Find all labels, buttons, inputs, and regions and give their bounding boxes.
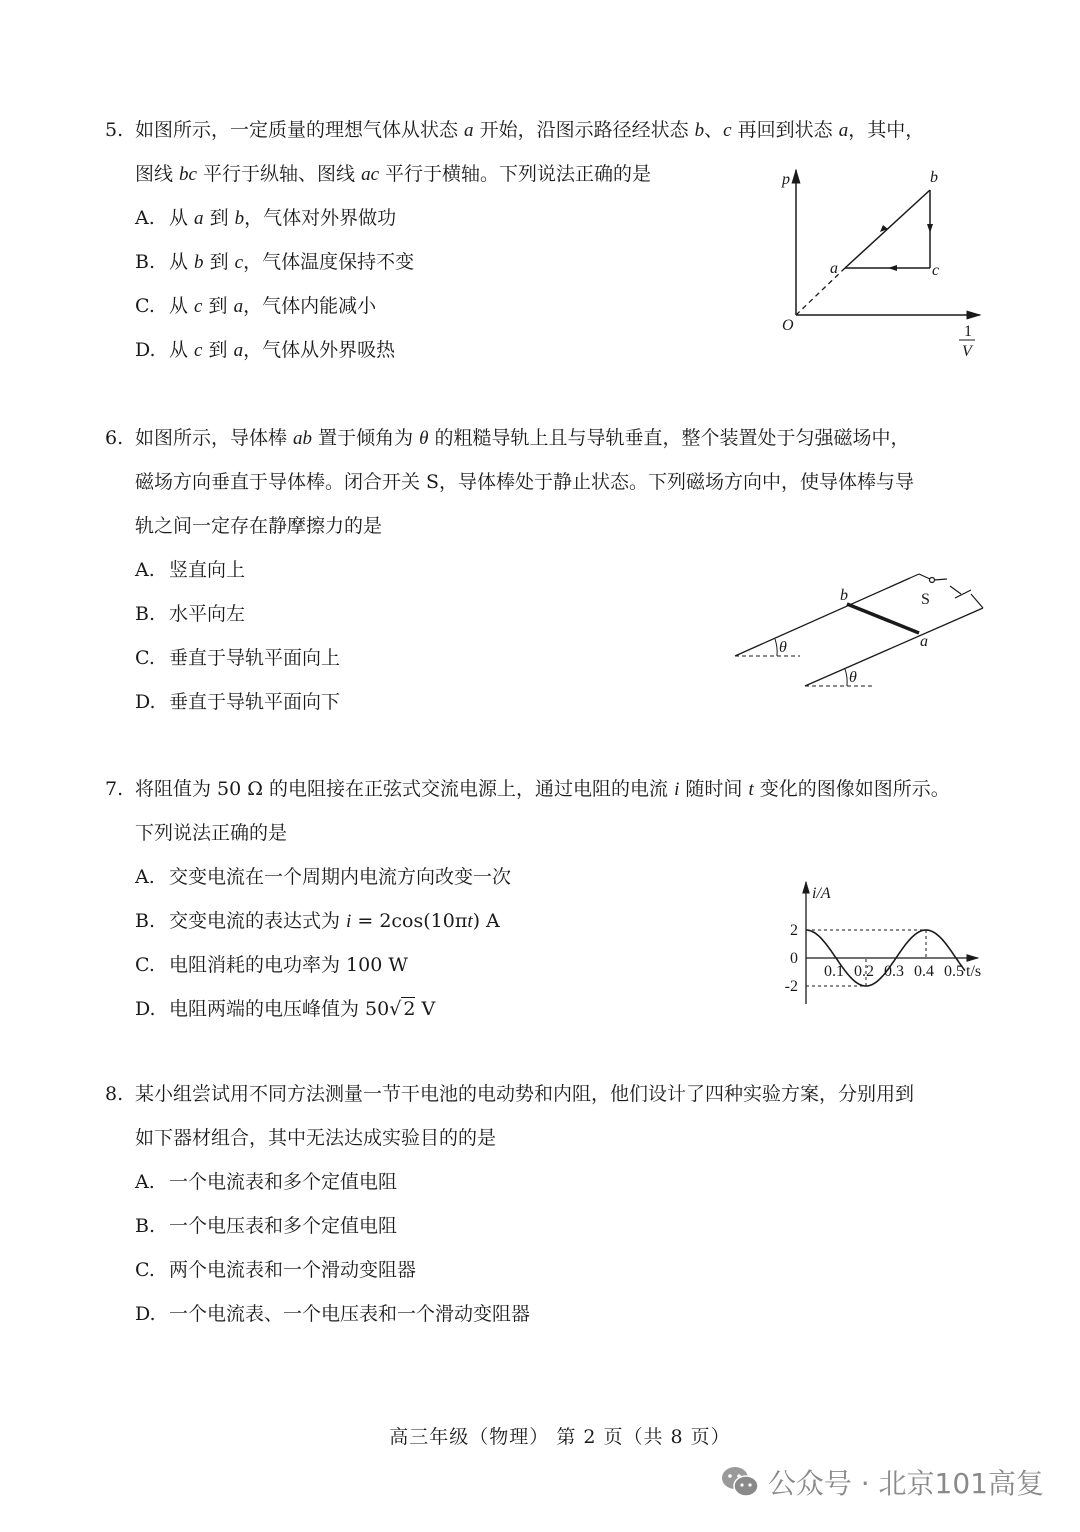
- point-b: b: [840, 587, 848, 604]
- option-a[interactable]: A. 竖直向上: [135, 559, 246, 581]
- angle-upper: θ: [779, 639, 787, 656]
- question-stem-line: 如图所示，导体棒 ab 置于倾角为 θ 的粗糙导轨上且与导轨垂直，整个装置处于匀强磁场中，: [135, 427, 910, 449]
- option-b[interactable]: B. 一个电压表和多个定值电阻: [135, 1215, 398, 1237]
- origin-label: O: [782, 317, 794, 334]
- rail-lower: [805, 608, 983, 686]
- switch-s: [919, 574, 930, 579]
- wechat-icon: [720, 1465, 760, 1499]
- battery-plate: [950, 586, 961, 594]
- question-stem-line: 下列说法正确的是: [135, 822, 288, 844]
- question-number: 5.: [105, 119, 124, 141]
- x-tick-label: 0.4: [914, 963, 934, 980]
- y-tick-label: 2: [790, 922, 798, 939]
- question-stem-line: 将阻值为 50 Ω 的电阻接在正弦式交流电源上，通过电阻的电流 i 随时间 t 变化的图像如图所示。: [135, 778, 950, 800]
- question-number: 8.: [105, 1083, 124, 1105]
- x-axis-label-num: 1: [964, 323, 972, 340]
- x-tick-label: 0.3: [884, 963, 904, 980]
- option-d[interactable]: D. 一个电流表、一个电压表和一个滑动变阻器: [135, 1303, 531, 1325]
- switch-pivot: [930, 578, 935, 583]
- angle-lower: θ: [849, 669, 857, 686]
- question-8: [105, 1072, 1005, 1342]
- point-c: c: [932, 262, 940, 279]
- x-tick-label: 0.1: [824, 963, 844, 980]
- y-axis-label: i/A: [812, 885, 831, 902]
- current-time-chart: [770, 876, 995, 1006]
- option-b[interactable]: B. 水平向左: [135, 603, 246, 625]
- watermark-text: 公众号 · 北京101高复: [767, 1467, 1044, 1500]
- x-tick-label: 0.2: [854, 963, 874, 980]
- point-b: b: [930, 169, 938, 186]
- option-a[interactable]: A. 从 a 到 b，气体对外界做功: [135, 207, 397, 229]
- x-tick-label: 0.5: [944, 963, 964, 980]
- option-d[interactable]: D. 从 c 到 a，气体从外界吸热: [135, 339, 396, 361]
- question-stem-line: 轨之间一定存在静摩擦力的是: [135, 515, 383, 537]
- x-axis-label: t/s: [966, 963, 982, 980]
- option-a[interactable]: A. 一个电流表和多个定值电阻: [135, 1171, 398, 1193]
- question-stem-line: 如图所示，一定质量的理想气体从状态 a 开始，沿图示路径经状态 b、c 再回到状态 a，其中，: [135, 119, 925, 141]
- option-b[interactable]: B. 从 b 到 c，气体温度保持不变: [135, 251, 415, 273]
- option-c[interactable]: C. 两个电流表和一个滑动变阻器: [135, 1259, 417, 1281]
- question-stem-line: 某小组尝试用不同方法测量一节干电池的电动势和内阻，他们设计了四种实验方案，分别用到: [135, 1083, 915, 1105]
- y-tick-label: 0: [790, 950, 798, 967]
- option-d[interactable]: D. 电阻两端的电压峰值为 50√ 2 V: [135, 998, 436, 1020]
- option-c[interactable]: C. 垂直于导轨平面向上: [135, 647, 341, 669]
- question-number: 7.: [105, 778, 124, 800]
- option-c[interactable]: C. 从 c 到 a，气体内能减小: [135, 295, 377, 317]
- question-stem-line: 图线 bc 平行于纵轴、图线 ac 平行于横轴。下列说法正确的是: [135, 163, 652, 185]
- point-a: a: [920, 633, 928, 650]
- inclined-rail-diagram: [725, 568, 995, 693]
- option-c[interactable]: C. 电阻消耗的电功率为 100 W: [135, 954, 408, 976]
- option-b[interactable]: B. 交变电流的表达式为 i = 2cos(10πt) A: [135, 910, 500, 932]
- watermark: [720, 1462, 1044, 1502]
- point-a: a: [830, 260, 838, 277]
- pv-diagram: [770, 162, 1000, 362]
- option-d[interactable]: D. 垂直于导轨平面向下: [135, 691, 341, 713]
- conductor-rod-ab: [847, 604, 919, 633]
- page-footer: 高三年级（物理） 第 2 页（共 8 页）: [389, 1426, 731, 1448]
- question-stem-line: 如下器材组合，其中无法达成实验目的的是: [135, 1127, 497, 1149]
- option-a[interactable]: A. 交变电流在一个周期内电流方向改变一次: [135, 866, 512, 888]
- y-tick-label: -2: [784, 978, 798, 995]
- question-number: 6.: [105, 427, 124, 449]
- switch-label: S: [921, 591, 930, 608]
- y-axis-label: p: [782, 171, 790, 188]
- question-stem-line: 磁场方向垂直于导体棒。闭合开关 S，导体棒处于静止状态。下列磁场方向中，使导体棒与导: [135, 471, 915, 493]
- x-axis-label-den: V: [962, 343, 972, 360]
